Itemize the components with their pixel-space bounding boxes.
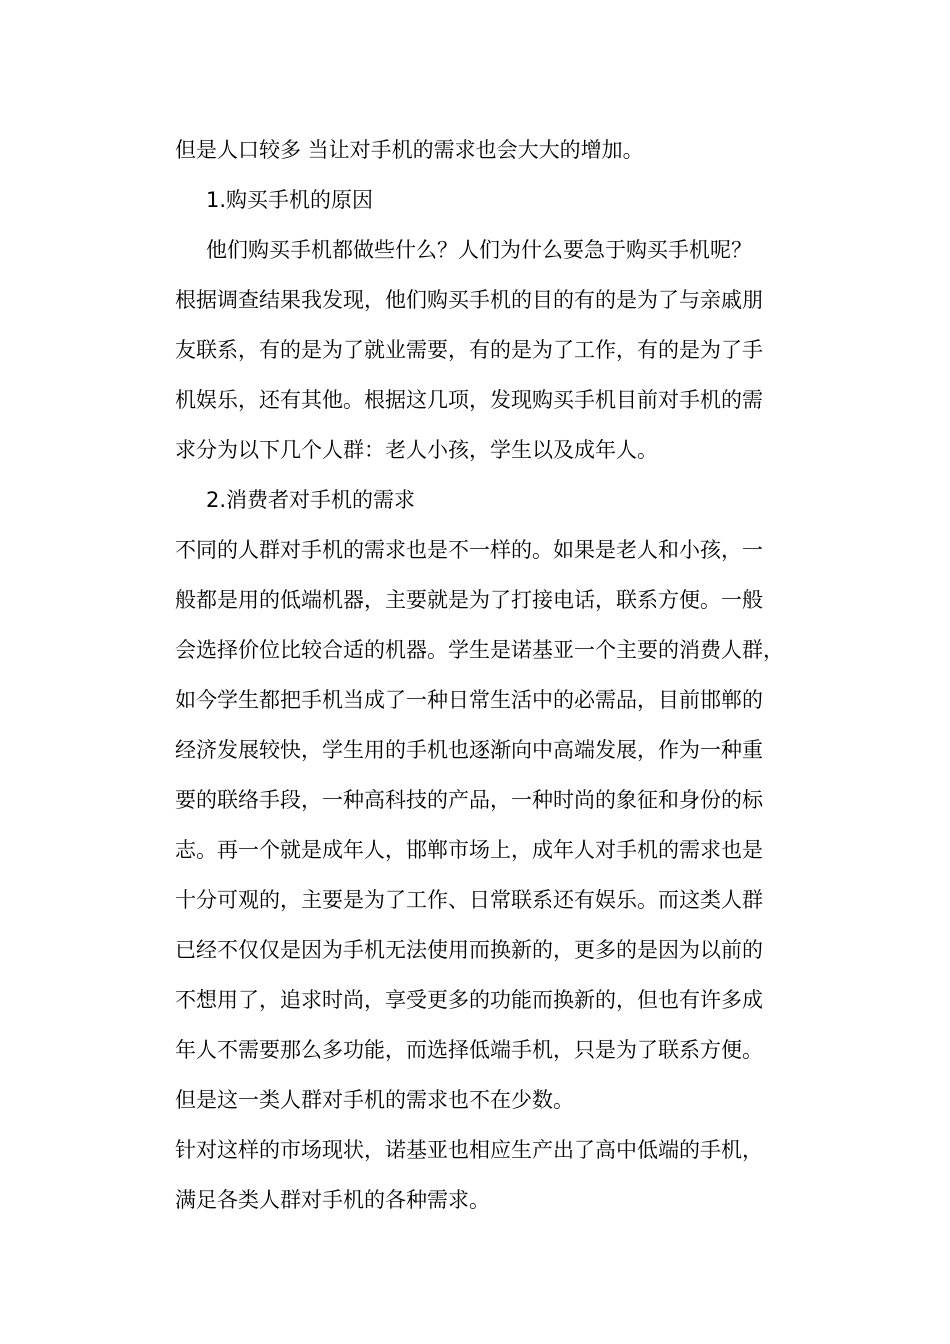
text-line: 不同的人群对手机的需求也是不一样的。如果是老人和小孩，一 — [175, 538, 763, 562]
text-line: 十分可观的，主要是为了工作、日常联系还有娱乐。而这类人群 — [175, 888, 763, 912]
text-line: 根据调查结果我发现，他们购买手机的目的有的是为了与亲戚朋 — [175, 288, 763, 312]
text-line: 求分为以下几个人群：老人小孩，学生以及成年人。 — [175, 438, 658, 462]
text-line: 但是这一类人群对手机的需求也不在少数。 — [175, 1088, 574, 1112]
text-line: 经济发展较快，学生用的手机也逐渐向中高端发展，作为一种重 — [175, 738, 763, 762]
text-line: 如今学生都把手机当成了一种日常生活中的必需品，目前邯郸的 — [175, 688, 763, 712]
section-heading-needs: 2.消费者对手机的需求 — [206, 488, 416, 512]
text-line: 年人不需要那么多功能，而选择低端手机，只是为了联系方便。 — [175, 1038, 763, 1062]
text-line: 友联系，有的是为了就业需要，有的是为了工作，有的是为了手 — [175, 338, 763, 362]
section-heading-reasons: 1.购买手机的原因 — [206, 188, 374, 212]
text-line: 针对这样的市场现状，诺基亚也相应生产出了高中低端的手机， — [175, 1138, 763, 1162]
text-line: 已经不仅仅是因为手机无法使用而换新的，更多的是因为以前的 — [175, 938, 763, 962]
text-line: 般都是用的低端机器，主要就是为了打接电话，联系方便。一般 — [175, 588, 763, 612]
text-line: 要的联络手段，一种高科技的产品，一种时尚的象征和身份的标 — [175, 788, 763, 812]
paragraph-first-line: 他们购买手机都做些什么？人们为什么要急于购买手机呢？ — [206, 238, 752, 262]
text-line: 不想用了，追求时尚，享受更多的功能而换新的，但也有许多成 — [175, 988, 763, 1012]
text-line: 会选择价位比较合适的机器。学生是诺基亚一个主要的消费人群， — [175, 638, 784, 662]
text-line: 志。再一个就是成年人，邯郸市场上，成年人对手机的需求也是 — [175, 838, 763, 862]
text-line: 但是人口较多 当让对手机的需求也会大大的增加。 — [175, 138, 644, 162]
text-line: 满足各类人群对手机的各种需求。 — [175, 1188, 490, 1212]
text-line: 机娱乐，还有其他。根据这几项，发现购买手机目前对手机的需 — [175, 388, 763, 412]
